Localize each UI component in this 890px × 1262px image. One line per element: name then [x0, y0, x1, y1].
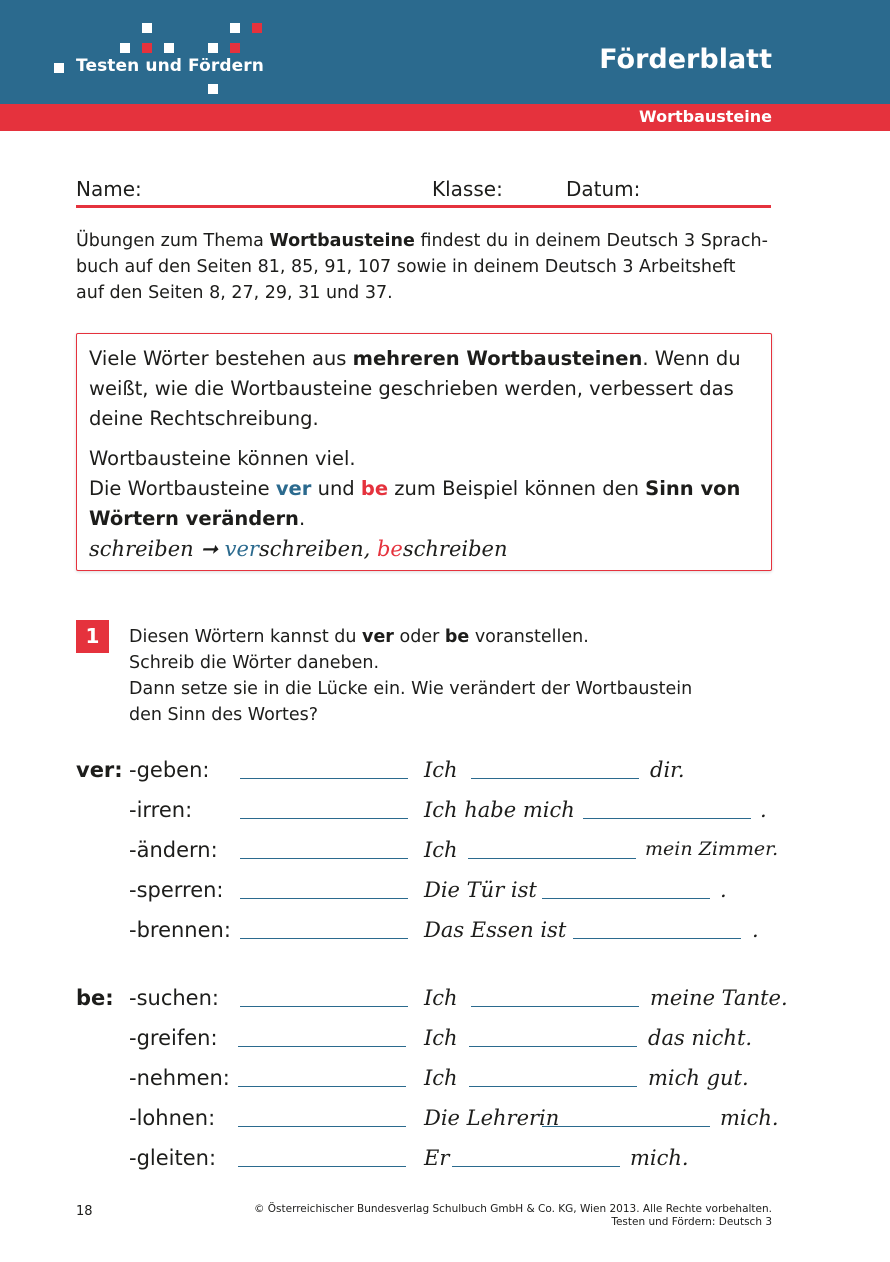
- be-row: [0, 1146, 890, 1186]
- sentence-end: mich gut.: [648, 1066, 749, 1090]
- task-instructions: Diesen Wörtern kannst du ver oder be voranstellen. Schreib die Wörter daneben. Dann setze sie in die Lücke ein. Wie verändert der Wortbaustein den Sinn des Wortes?: [129, 627, 693, 725]
- page-subtitle: Wortbausteine: [639, 107, 772, 126]
- base-word: -irren:: [129, 798, 193, 822]
- answer-line-sentence[interactable]: [468, 858, 636, 859]
- page-number: 18: [76, 1204, 93, 1219]
- answer-line-word[interactable]: [238, 1086, 406, 1087]
- sentence-start: Ich habe mich: [424, 798, 575, 822]
- sentence-start: Die Lehrerin: [424, 1106, 560, 1130]
- base-word: -suchen:: [129, 986, 219, 1010]
- answer-line-word[interactable]: [238, 1166, 406, 1167]
- sentence-start: Er: [424, 1146, 450, 1170]
- answer-line-word[interactable]: [240, 938, 408, 939]
- sentence-end: .: [760, 798, 767, 822]
- answer-line-sentence[interactable]: [469, 1046, 637, 1047]
- datum-label: Datum:: [566, 177, 641, 201]
- answer-line-word[interactable]: [240, 858, 408, 859]
- sentence-start: Ich: [424, 986, 458, 1010]
- name-bar: [76, 175, 771, 208]
- klasse-label: Klasse:: [432, 177, 503, 201]
- be-row: [0, 1066, 890, 1106]
- base-word: -brennen:: [129, 918, 231, 942]
- task-number: 1: [76, 620, 109, 653]
- ver-row: [0, 918, 890, 958]
- answer-line-sentence[interactable]: [573, 938, 741, 939]
- sentence-end: .: [720, 878, 727, 902]
- base-word: -greifen:: [129, 1026, 218, 1050]
- base-word: -lohnen:: [129, 1106, 216, 1130]
- base-word: -geben:: [129, 758, 210, 782]
- answer-line-sentence[interactable]: [471, 1006, 639, 1007]
- ver-prefix-label: ver:: [76, 758, 123, 782]
- ver-row: [0, 878, 890, 918]
- base-word: -ändern:: [129, 838, 218, 862]
- base-word: -gleiten:: [129, 1146, 217, 1170]
- be-row: [0, 986, 890, 1026]
- answer-line-word[interactable]: [238, 1126, 406, 1127]
- sentence-end: .: [752, 918, 759, 942]
- intro-text: Übungen zum Thema Wortbausteine findest du in deinem Deutsch 3 Sprach- buch auf den Seiten 81, 85, 91, 107 sowie in deinem Deutsch 3 Arbeitsheft auf den Seiten 8, 27, 29, 31 und 37.: [76, 231, 768, 303]
- answer-line-sentence[interactable]: [471, 778, 639, 779]
- example-line: schreiben ➞ verschreiben, beschreiben: [89, 537, 508, 561]
- answer-line-sentence[interactable]: [452, 1166, 620, 1167]
- be-row: [0, 1106, 890, 1146]
- sentence-end: mich.: [630, 1146, 689, 1170]
- answer-line-sentence[interactable]: [583, 818, 751, 819]
- answer-line-word[interactable]: [240, 1006, 408, 1007]
- sentence-end: mein Zimmer.: [645, 838, 779, 860]
- answer-line-sentence[interactable]: [542, 898, 710, 899]
- sentence-end: das nicht.: [648, 1026, 753, 1050]
- sentence-start: Ich: [424, 838, 458, 862]
- sentence-start: Das Essen ist: [424, 918, 567, 942]
- be-prefix-label: be:: [76, 986, 114, 1010]
- sentence-start: Ich: [424, 1066, 458, 1090]
- sentence-end: meine Tante.: [650, 986, 788, 1010]
- answer-line-word[interactable]: [240, 898, 408, 899]
- answer-line-word[interactable]: [240, 818, 408, 819]
- name-label: Name:: [76, 177, 142, 201]
- sentence-end: mich.: [720, 1106, 779, 1130]
- sentence-start: Ich: [424, 758, 458, 782]
- ver-row: [0, 758, 890, 798]
- page-title: Förderblatt: [599, 44, 772, 75]
- be-row: [0, 1026, 890, 1066]
- sentence-end: dir.: [650, 758, 685, 782]
- ver-row: [0, 798, 890, 838]
- base-word: -nehmen:: [129, 1066, 230, 1090]
- brand-name: Testen und Fördern: [76, 56, 264, 76]
- arrow-icon: ➞: [193, 537, 225, 561]
- answer-line-word[interactable]: [240, 778, 408, 779]
- answer-line-word[interactable]: [238, 1046, 406, 1047]
- sentence-start: Ich: [424, 1026, 458, 1050]
- info-box: Viele Wörter bestehen aus mehreren Wortbausteinen. Wenn du weißt, wie die Wortbausteine geschrieben werden, verbessert das deine Rechtschreibung. Wortbausteine können viel. Die Wortbausteine ver und be zum Beispiel können den Sinn von Wörtern verändern. schreiben ➞ verschreiben, beschreiben: [76, 333, 772, 571]
- answer-line-sentence[interactable]: [469, 1086, 637, 1087]
- answer-line-sentence[interactable]: [542, 1126, 710, 1127]
- sentence-start: Die Tür ist: [424, 878, 537, 902]
- footer-copyright: © Österreichischer Bundesverlag Schulbuch GmbH & Co. KG, Wien 2013. Alle Rechte vorbehalten. Testen und Fördern: Deutsch 3: [253, 1203, 772, 1228]
- ver-row: [0, 838, 890, 878]
- base-word: -sperren:: [129, 878, 224, 902]
